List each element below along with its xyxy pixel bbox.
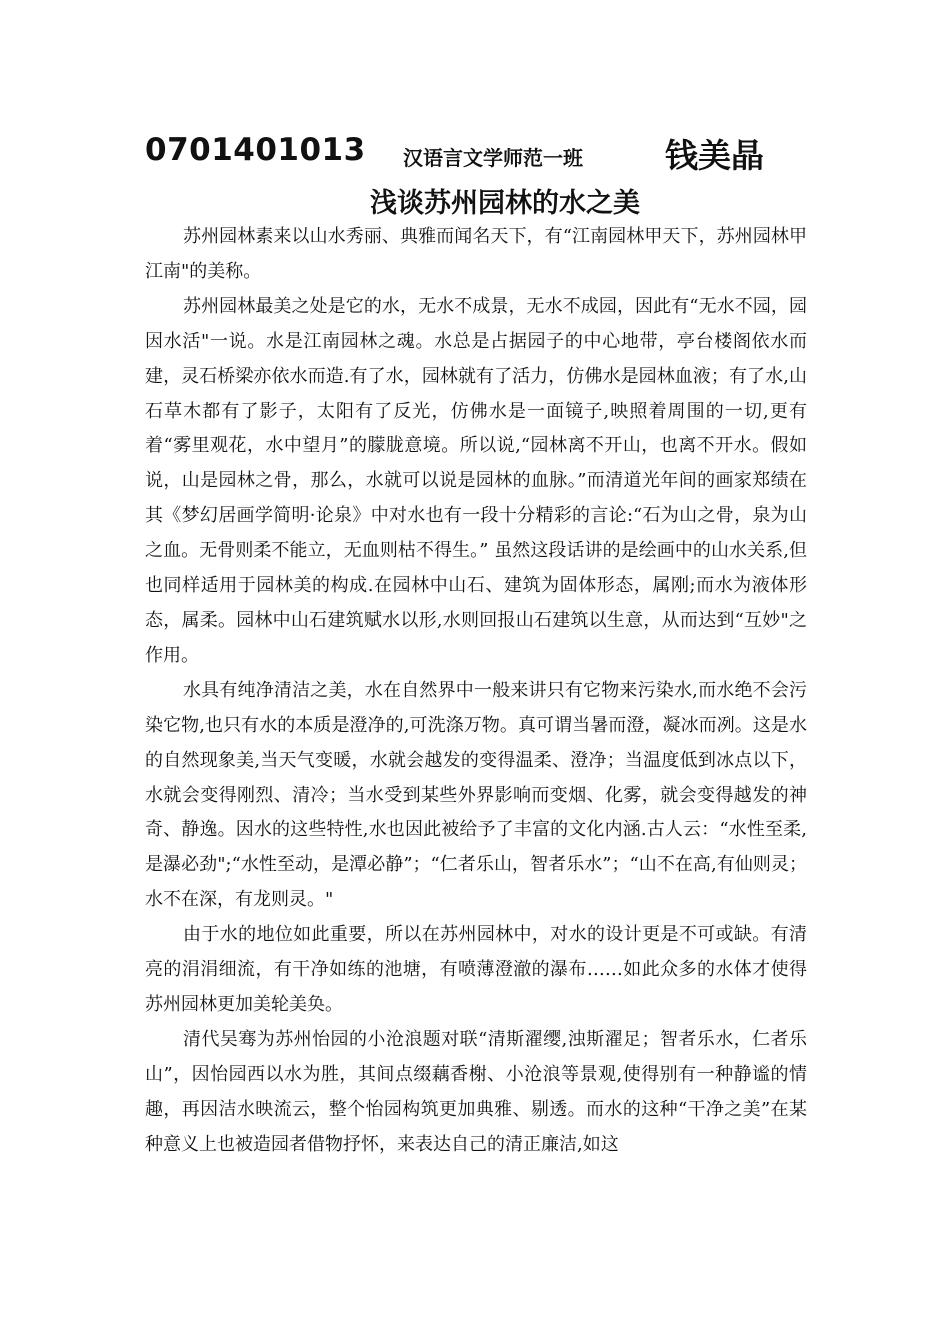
essay-title: 浅谈苏州园林的水之美 [370,188,640,219]
class-name: 汉语言文学师范一班 [403,146,583,170]
paragraph-4: 由于水的地位如此重要，所以在苏州园林中，对水的设计更是不可或缺。有清亮的涓涓细流，有干净如练的池塘，有喷薄澄澈的瀑布……如此众多的水体才使得苏州园林更加美轮美奂。 [145,924,807,1015]
essay-body [145,220,807,1162]
paragraph-3: 水具有纯净清洁之美，水在自然界中一般来讲只有它物来污染水,而水绝不会污染它物,也只有水的本质是澄净的,可洗涤万物。真可谓当暑而澄，凝冰而冽。这是水的自然现象美,当天气变暖，水就会越发的变得温柔、澄净；当温度低到冰点以下，水就会变得刚烈、清冷；当水受到某些外界影响而变烟、化雾，就会变得越发的神奇、静逸。因水的这些特性,水也因此被给予了丰富的文化内涵.古人云：“水性至柔,是瀑必劲";“水性至动，是潭必静”；“仁者乐山，智者乐水”；“山不在高,有仙则灵；水不在深，有龙则灵。" [145,679,807,911]
student-id: 0701401013 [145,132,366,168]
paragraph-2: 苏州园林最美之处是它的水，无水不成景，无水不成园，因此有“无水不园，园因水活"一说。水是江南园林之魂。水总是占据园子的中心地带，亭台楼阁依水而建，灵石桥梁亦依水而造.有了水，园林就有了活力，仿佛水是园林血液；有了水,山石草木都有了影子，太阳有了反光，仿佛水是一面镜子,映照着周围的一切,更有着“雾里观花，水中望月”的朦胧意境。所以说,“园林离不开山，也离不开水。假如说，山是园林之骨，那么，水就可以说是园林的血脉。”而清道光年间的画家郑绩在其《梦幻居画学简明·论泉》中对水也有一段十分精彩的言论:“石为山之骨，泉为山之血。无骨则柔不能立，无血则枯不得生。” 虽然这段话讲的是绘画中的山水关系,但也同样适用于园林美的构成.在园林中山石、建筑为固体形态，属刚;而水为液体形态，属柔。园林中山石建筑赋水以形,水则回报山石建筑以生意，从而达到“互妙"之作用。 [145,295,807,666]
paragraph-5: 清代吴骞为苏州怡园的小沧浪题对联“清斯濯缨,浊斯濯足；智者乐水，仁者乐山”，因怡园西以水为胜，其间点缀藕香榭、小沧浪等景观,使得别有一种静谧的情趣，再因洁水映流云，整个怡园构筑更加典雅、剔透。而水的这种“干净之美”在某种意义上也被造园者借物抒怀，来表达自己的清正廉洁,如这 [145,1028,807,1155]
author-header [145,128,805,176]
paragraph-1: 苏州园林素来以山水秀丽、典雅而闻名天下，有“江南园林甲天下，苏州园林甲江南"的美称。 [145,226,807,282]
student-name: 钱美晶 [665,136,764,175]
